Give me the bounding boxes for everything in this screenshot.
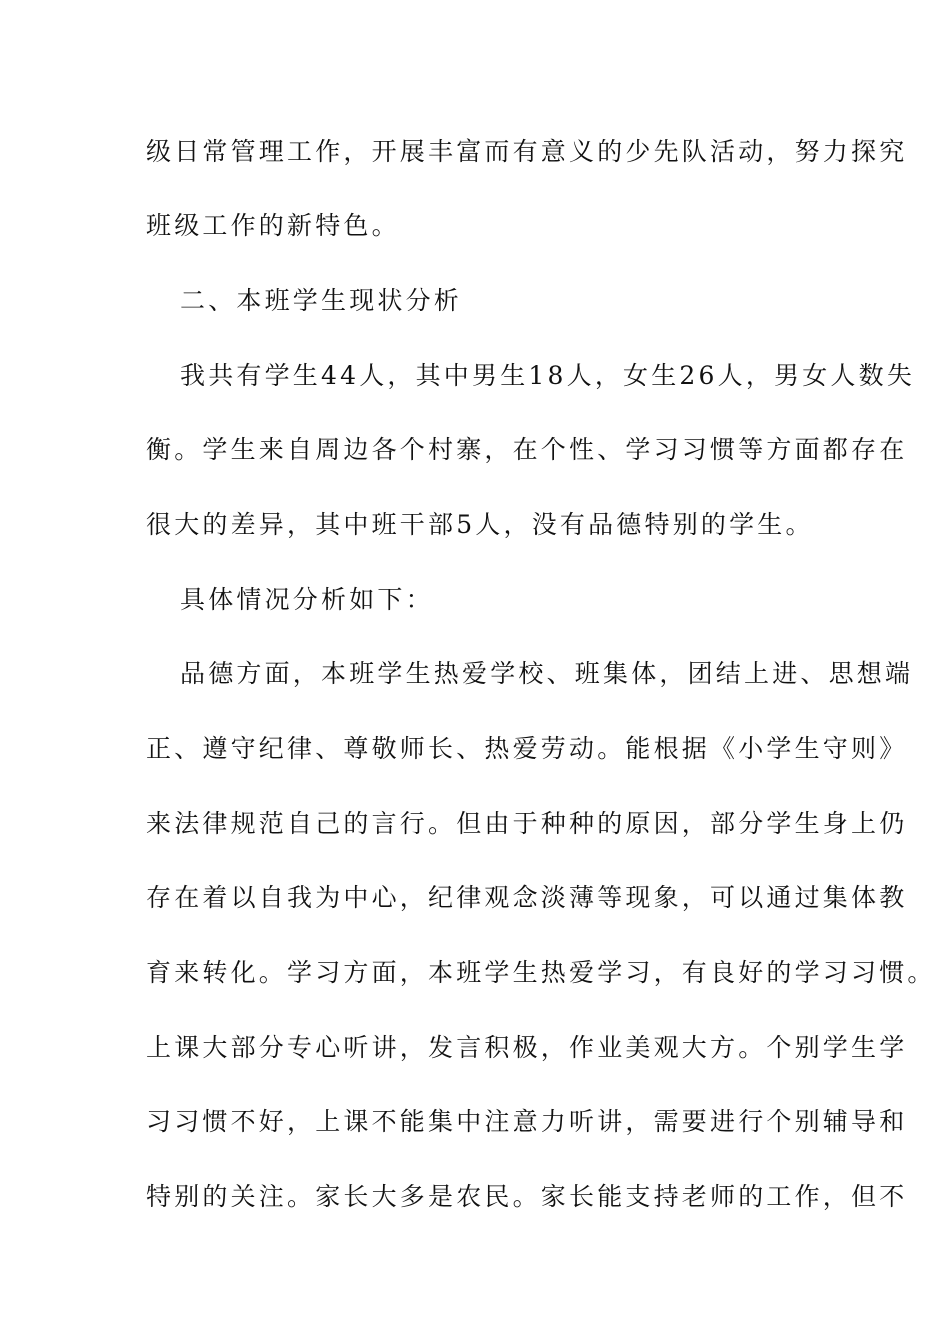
text-line: 上课大部分专心听讲，发言积极，作业美观大方。个别学生学 [146,1033,908,1062]
text-line: 具体情况分析如下： [180,585,434,614]
text-line: 存在着以自我为中心，纪律观念淡薄等现象，可以通过集体教 [146,883,908,912]
text-line: 很大的差异，其中班干部5人，没有品德特别的学生。 [146,510,814,539]
text-line: 育来转化。学习方面，本班学生热爱学习，有良好的学习习惯。 [146,958,936,987]
text-line: 级日常管理工作，开展丰富而有意义的少先队活动，努力探究 [146,137,908,166]
text-line: 衡。学生来自周边各个村寨，在个性、学习习惯等方面都存在 [146,435,908,464]
text-line: 来法律规范自己的言行。但由于种种的原因，部分学生身上仍 [146,809,908,838]
text-line: 品德方面，本班学生热爱学校、班集体，团结上进、思想端 [180,659,914,688]
section-heading: 二、本班学生现状分析 [180,286,463,315]
text-line: 特别的关注。家长大多是农民。家长能支持老师的工作，但不 [146,1182,908,1211]
text-line: 班级工作的新特色。 [146,211,400,240]
text-line: 正、遵守纪律、尊敬师长、热爱劳动。能根据《小学生守则》 [146,734,908,763]
text-line: 习习惯不好，上课不能集中注意力听讲，需要进行个别辅导和 [146,1107,908,1136]
text-line: 我共有学生44人，其中男生18人，女生26人，男女人数失 [180,361,916,390]
